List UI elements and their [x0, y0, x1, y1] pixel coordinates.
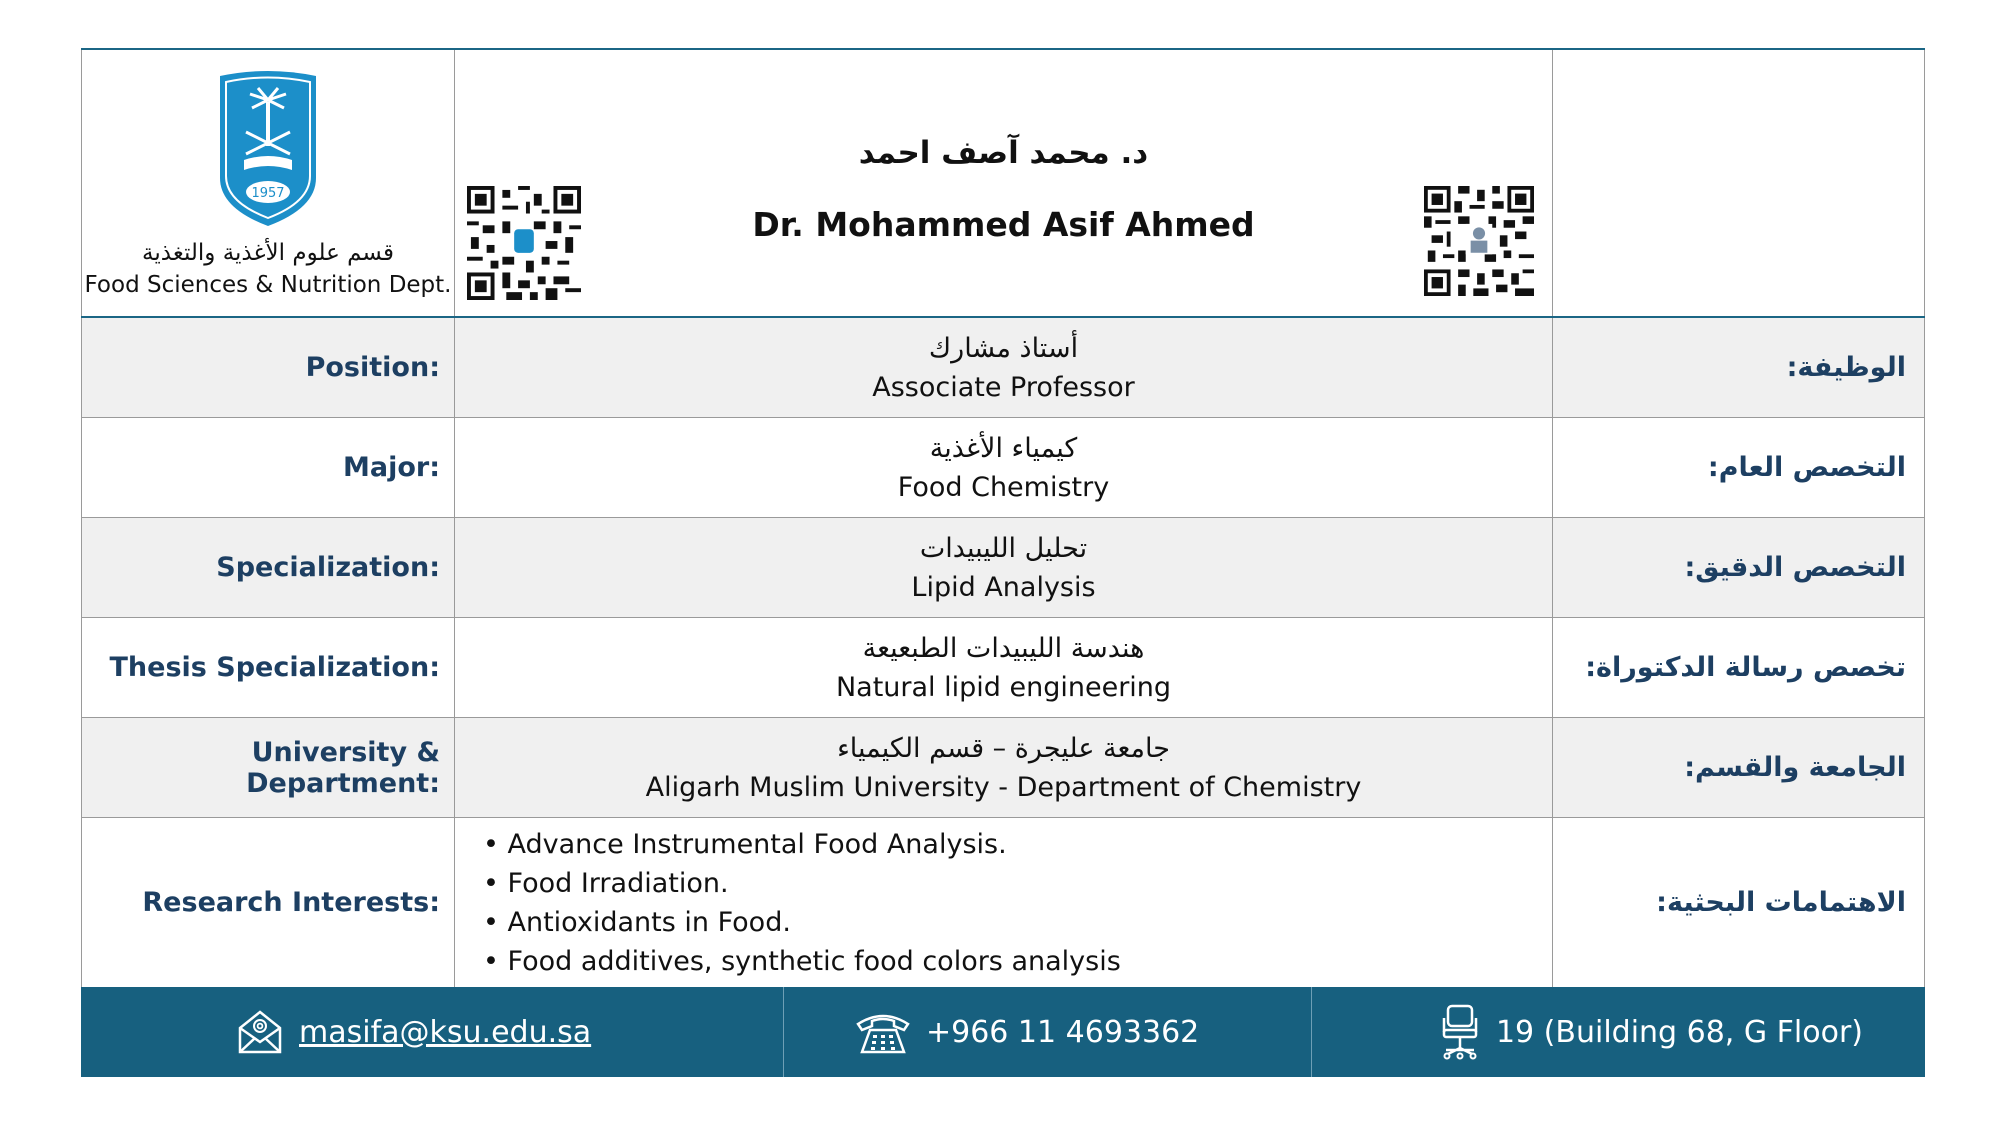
value-en: Associate Professor [872, 371, 1135, 403]
name-cell [454, 50, 1552, 316]
info-row-position [81, 318, 1925, 418]
label-ar: التخصص الدقيق: [1552, 518, 1925, 617]
value-en: Aligarh Muslim University - Department of Chemistry [645, 771, 1362, 803]
contact-footer [81, 987, 1925, 1077]
name-english: Dr. Mohammed Asif Ahmed [752, 205, 1255, 244]
list-item: • Antioxidants in Food. [483, 903, 791, 942]
label-en: University & Department: [81, 718, 454, 817]
phone-cell [784, 987, 1312, 1077]
info-row-specialization [81, 518, 1925, 618]
office-cell [1312, 987, 1925, 1077]
office-location: 19 (Building 68, G Floor) [1495, 1014, 1863, 1050]
list-item: • Food Irradiation. [483, 864, 729, 903]
info-row-thesis [81, 618, 1925, 718]
dept-name-ar: قسم علوم الأغذية والتغذية [142, 240, 394, 266]
label-en: Thesis Specialization: [81, 618, 454, 717]
email-icon [237, 1008, 283, 1056]
value-cell [454, 518, 1552, 617]
logo-year: 1957 [251, 186, 285, 201]
info-row-university [81, 718, 1925, 818]
label-ar: الجامعة والقسم: [1552, 718, 1925, 817]
label-en: Major: [81, 418, 454, 517]
email-cell [81, 987, 784, 1077]
value-cell [454, 718, 1552, 817]
label-ar: التخصص العام: [1552, 418, 1925, 517]
phone-icon [856, 1008, 910, 1056]
research-list [454, 818, 1552, 987]
qr-code-right [1424, 186, 1534, 296]
value-ar: جامعة عليجرة – قسم الكيمياء [837, 732, 1170, 764]
email-link[interactable]: masifa@ksu.edu.sa [299, 1014, 592, 1050]
label-ar: تخصص رسالة الدكتوراة: [1552, 618, 1925, 717]
value-en: Lipid Analysis [911, 571, 1096, 603]
value-en: Natural lipid engineering [835, 671, 1172, 703]
card-header [81, 50, 1925, 318]
dept-name-en: Food Sciences & Nutrition Dept. [84, 272, 452, 298]
label-en: Specialization: [81, 518, 454, 617]
value-ar: هندسة الليبيدات الطبعيعة [862, 632, 1145, 664]
info-row-major [81, 418, 1925, 518]
value-cell [454, 318, 1552, 417]
value-ar: أستاذ مشارك [928, 332, 1079, 364]
phone-number[interactable]: +966 11 4693362 [926, 1014, 1200, 1050]
list-item: • Food additives, synthetic food colors analysis [483, 942, 1121, 981]
logo-cell [81, 50, 454, 316]
label-ar: الاهتمامات البحثية: [1552, 818, 1925, 987]
value-cell [454, 418, 1552, 517]
value-en: Food Chemistry [897, 471, 1110, 503]
value-ar: تحليل الليبيدات [919, 532, 1088, 564]
name-arabic: د. محمد آصف احمد [858, 135, 1149, 171]
value-cell [454, 618, 1552, 717]
label-ar: الوظيفة: [1552, 318, 1925, 417]
list-item: • Advance Instrumental Food Analysis. [483, 825, 1007, 864]
info-row-research [81, 818, 1925, 987]
label-en: Research Interests: [81, 818, 454, 987]
label-en: Position: [81, 318, 454, 417]
office-chair-icon [1440, 1004, 1480, 1060]
value-ar: كيمياء الأغذية [929, 432, 1078, 464]
university-logo [216, 68, 320, 228]
header-right-cell [1552, 50, 1925, 316]
profile-card [81, 48, 1925, 1077]
